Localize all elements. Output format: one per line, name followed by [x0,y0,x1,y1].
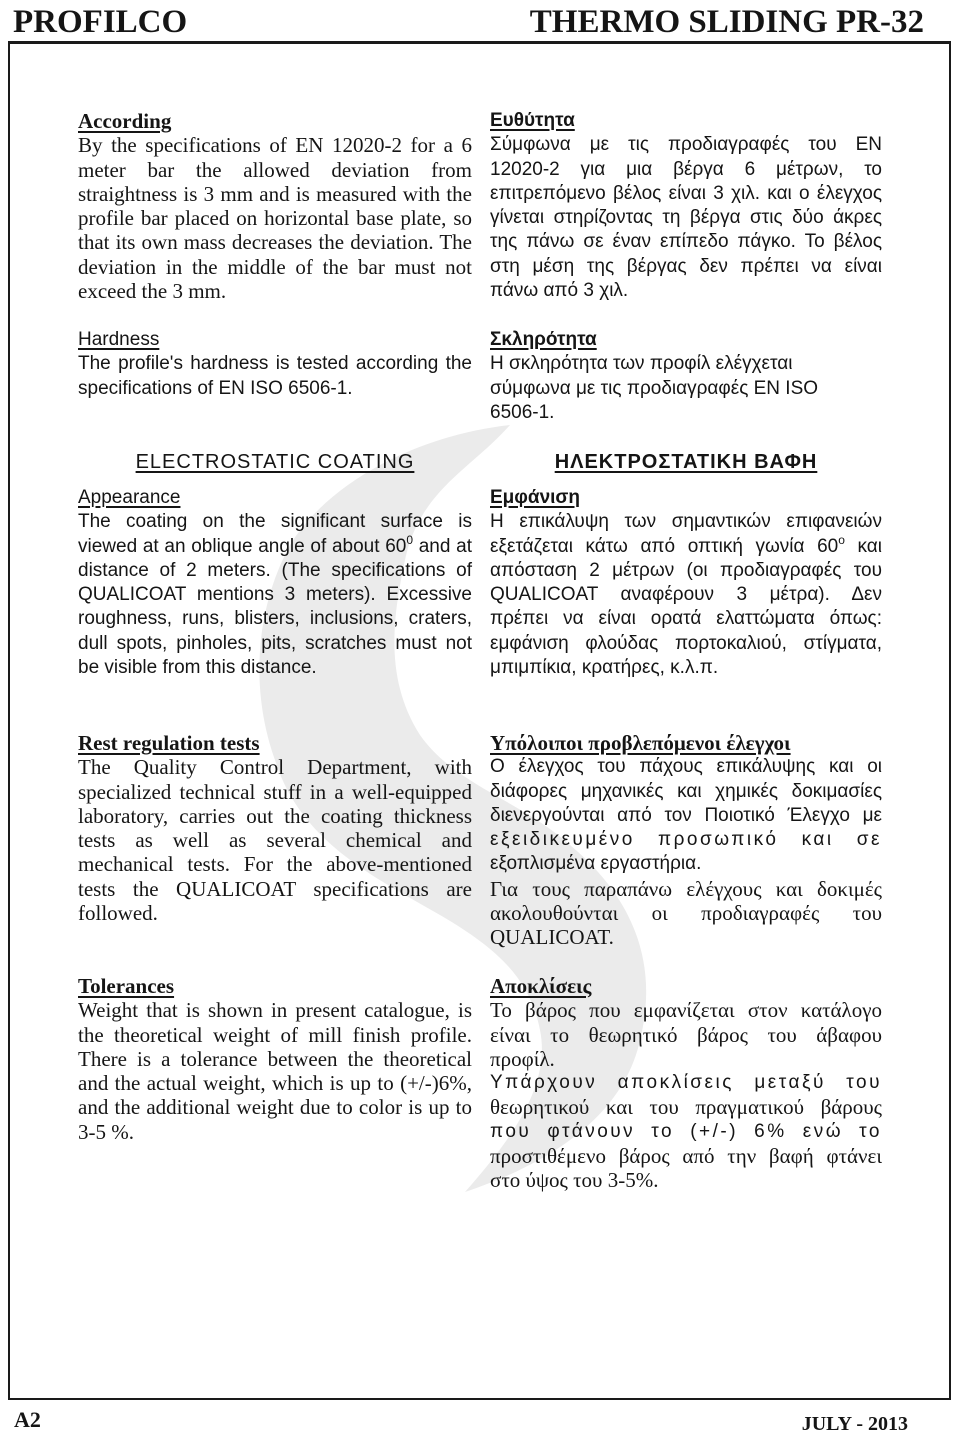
line-text: και [844,535,882,557]
paragraph-line: deviation in the middle of the bar must not [78,254,472,279]
paragraph-line: Το βάρος που εμφανίζεται στον κατάλογο [490,998,882,1023]
paragraph-line: στο ύψος του 3-5%. [490,1168,659,1193]
paragraph-line: QUALICOAT. [490,925,614,950]
paragraph-line: Σύμφωνα με τις προδιαγραφές του EN [490,134,882,156]
paragraph-line: straightness is 3 mm and is measured with the [78,181,472,206]
paragraph-line: exceed the 3 mm. [78,279,227,304]
section-heading: Αποκλίσεις [490,974,592,998]
paragraph-line: 3-5 %. [78,1119,134,1144]
paragraph-line: mechanical tests. For the above-mentioned [78,852,472,877]
paragraph-line: ακολουθούνται οι προδιαγραφές του [490,901,882,926]
section-straightness-gr [490,109,882,303]
section-rest-tests-gr [490,731,882,950]
document-title: THERMO SLIDING PR-32 [529,4,924,40]
paragraph-line: The Quality Control Department, with [78,755,472,780]
section-tolerances-gr [490,974,882,1193]
paragraph-line [490,532,882,559]
paragraph-line: specialized technical stuff in a well-equipped [78,779,472,804]
paragraph-line: πάνω από 3 χιλ. [490,280,629,302]
paragraph-line: QUALICOAT mentions 3 meters). Excessive [78,584,472,606]
degree-superscript: 0 [406,532,414,547]
paragraph-line: Η σκληρότητα των προφίλ ελέγχεται [490,353,793,375]
section-heading: Hardness [78,329,160,350]
paragraph-line: θεωρητικού και του πραγματικού βάρους [490,1095,882,1120]
paragraph-line: tests as well as several chemical and [78,828,472,853]
paragraph-line: Υπάρχουν αποκλίσεις μεταξύ του [490,1072,882,1094]
paragraph-line: προστιθέμενο βάρος από την βαφή φτάνει [490,1144,882,1169]
paragraph-line: πρέπει να είναι ορατά ελαττώματα όπως: [490,608,882,630]
paragraph-line: Weight that is shown in present catalogue, is [78,998,472,1023]
section-heading: Σκληρότητα [490,329,597,350]
paragraph-line: διάφορες μηχανικές και χημικές δοκιμασίες [490,780,882,802]
paragraph-line: σύμφωνα με τις προδιαγραφές EN ISO [490,377,819,399]
page-number: A2 [14,1407,41,1432]
paragraph-line: Για τους παραπάνω ελέγχους και δοκιμές [490,876,882,901]
paragraph-line: 6506-1. [490,401,555,423]
section-heading: Υπόλοιποι προβλεπόμενοι έλεγχοι [490,731,791,755]
paragraph-line: που φτάνουν το (+/-) 6% ενώ το [490,1120,882,1142]
chapter-title-gr [490,450,882,474]
section-rest-tests-en [78,731,472,925]
paragraph-line: The profile's hardness is tested according the [78,353,472,375]
paragraph-line: tests the QUALICOAT specifications are [78,876,472,901]
paragraph-line [78,532,472,559]
paragraph-line: απόσταση 2 μέτρων (οι προδιαγραφές του [490,559,882,581]
degree-superscript: o [838,532,845,547]
paragraph-line: της πάνω σε έναν επίπεδο πάγκο. Το βέλος [490,231,882,253]
chapter-heading: ΗΛΕΚΤΡΟΣΤΑΤΙΚΗ ΒΑΦΗ [554,451,818,473]
paragraph-line: 12020-2 για μια βέργα 6 μέτρων, το [490,158,882,180]
line-text: viewed at an oblique angle of about 60 [78,535,407,557]
paragraph-line: Ο έλεγχος του πάχους επικάλυψης και οι [490,756,882,778]
chapter-title-en [78,450,472,474]
paragraph-line: Η επικάλυψη των σημαντικών επιφανειών [490,511,882,533]
paragraph-line: that its own mass decreases the deviation. The [78,230,472,255]
paragraph-line: γίνεται στηρίζοντας τη βέργα στις δύο άκρες [490,207,882,229]
paragraph-line: QUALICOAT αναφέρουν 3 μέτρα). Δεν [490,584,882,606]
paragraph-line: επιτρεπόμενο βέλος είναι 3 χιλ. και ο έλεγχος [490,182,882,204]
section-heading: According [78,109,172,133]
section-appearance-en [78,486,472,680]
section-heading: Ευθύτητα [490,110,575,131]
section-hardness-gr [490,328,882,425]
section-heading: Εμφάνιση [490,487,581,508]
paragraph-line: The coating on the significant surface is [78,511,472,533]
line-text: and at [413,535,472,557]
section-appearance-gr [490,486,882,680]
brand-name: PROFILCO [13,4,188,40]
paragraph-line: εξειδικευμένο προσωπικό και σε [490,829,882,851]
paragraph-line: προφίλ. [490,1046,555,1071]
section-heading: Appearance [78,487,181,508]
paragraph-line: μπιμπίκια, κρατήρες, κ.λ.π. [490,657,719,679]
publication-date: JULY - 2013 [801,1413,908,1435]
paragraph-line: dull spots, pinholes, pits, scratches must not [78,632,472,654]
paragraph-line: είναι το θεωρητικό βάρος του άβαφου [490,1022,882,1047]
section-straightness-en [78,109,472,303]
paragraph-line: στη μέση της βέργας δεν πρέπει να είναι [490,255,882,277]
section-heading: Tolerances [78,974,175,998]
section-heading: Rest regulation tests [78,731,260,755]
section-tolerances-en [78,974,472,1144]
paragraph-line: followed. [78,901,158,926]
paragraph-line: the theoretical weight of mill finish profile. [78,1022,472,1047]
paragraph-line: profile bar placed on horizontal base plate, so [78,206,472,231]
paragraph-line: εμφάνιση φλούδας πορτοκαλιού, στίγματα, [490,632,882,654]
paragraph-line: By the specifications of EN 12020-2 for a 6 [78,133,472,158]
paragraph-line: specifications of EN ISO 6506-1. [78,377,353,399]
paragraph-line: and the additional weight due to color is up to [78,1095,472,1120]
paragraph-line: εξοπλισμένα εργαστήρια. [490,853,702,875]
paragraph-line: distance of 2 meters. (The specifications of [78,559,472,581]
paragraph-line: meter bar the allowed deviation from [78,157,472,182]
paragraph-line: roughness, runs, blisters, inclusions, craters, [78,608,472,630]
paragraph-line: laboratory, carries out the coating thickness [78,803,472,828]
paragraph-line: There is a tolerance between the theoretical [78,1046,472,1071]
chapter-heading: ELECTROSTATIC COATING [135,451,415,473]
paragraph-line: διενεργούνται από τον Ποιοτικό Έλεγχο με [490,804,882,826]
paragraph-line: be visible from this distance. [78,657,317,679]
line-text: εξετάζεται κάτω από οπτική γωνία 60 [490,535,839,557]
paragraph-line: and the actual weight, which is up to (+/-)6%, [78,1071,472,1096]
section-hardness-en [78,328,472,401]
